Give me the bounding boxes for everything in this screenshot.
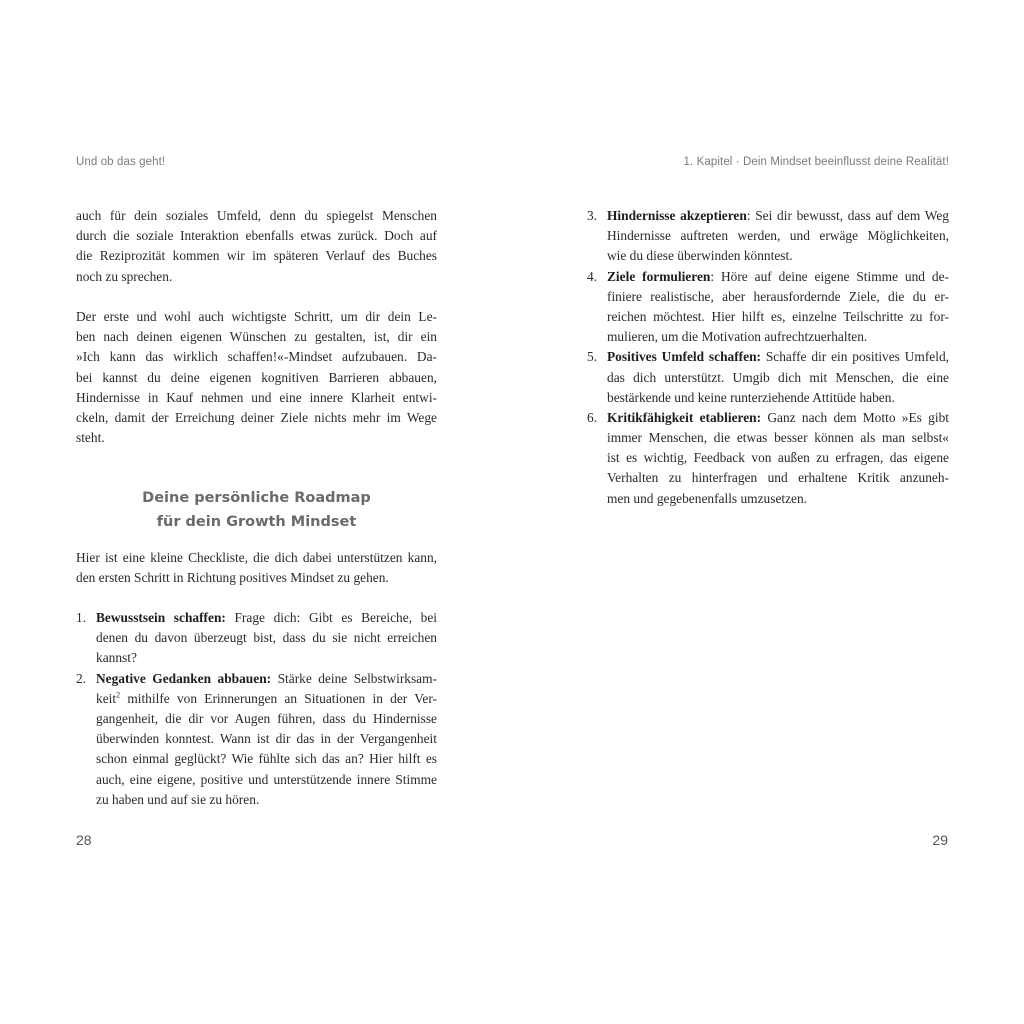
footnote-marker: 2 [116,690,121,700]
list-number: 2. [76,670,87,686]
list-item-label: Bewusstsein schaffen: [96,610,226,625]
heading-line: für dein Growth Mindset [156,514,357,530]
list-item-label: Ziele formulieren [607,268,711,284]
text-line: den ersten Schritt in Richtung positives Mindset zu gehen. [76,570,389,586]
text-line: finiere realistische, aber herausfordernde Ziele, die du er- [607,288,949,304]
list-item [587,408,949,509]
text-line: durch die soziale Interaktion ebenfalls etwas zurück. Doch auf [76,228,437,244]
list-item [76,669,437,810]
text-line: immer Menschen, die etwas besser können als man selbst« [607,430,949,446]
list-item [587,347,949,408]
text-line: denen du davon überzeugt bist, dass du sie nicht erreichen [96,630,437,646]
intro-paragraph [76,548,437,588]
list-item-label: Negative Gedanken abbauen: [96,670,272,686]
list-number: 3. [587,208,598,223]
text-line: gangenheit, die dir vor Augen führen, dass du Hindernisse [96,710,437,726]
text-line: die Reziprozität kommen wir im späteren Verlauf des Buches [76,248,437,264]
text-line: Frage dich: Gibt es Bereiche, bei [234,610,438,625]
text-line: bei kannst du deine eigenen kognitiven Barrieren abbauen, [76,369,437,385]
text-line: Verhalten zu hinterfragen und erhaltene Kritik anzuneh- [607,470,949,486]
list-item [76,608,437,669]
text-line: ben nach deinen eigenen Wünschen zu gestalten, ist, dir ein [76,329,437,345]
running-head-left: Und ob das geht! [76,156,166,168]
text-line: reichen möchtest. Hier hilft es, einzelne Teilschritte zu for- [607,308,949,324]
text-line: bestärkende und keine runterziehende Attitüde haben. [607,389,895,405]
checklist-left [76,608,437,810]
text-line: schon einmal geglückt? Wie fühlte sich das an? Hier hilft es [96,751,437,767]
text-line: noch zu sprechen. [76,268,173,284]
text-line: mulieren, um die Motivation aufrechtzuerhalten. [607,329,868,345]
running-head-right: 1. Kapitel · Dein Mindset beeinflusst deine Realität! [683,156,949,168]
list-item-label: Positives Umfeld schaffen: [607,349,761,365]
text-line: das dich unterstützt. Umgib dich mit Menschen, die eine [607,369,949,385]
page-number-left: 28 [76,832,92,848]
paragraph-1 [76,206,437,287]
section-heading [76,486,437,534]
text-line: steht. [76,430,105,446]
list-number: 6. [587,409,598,425]
text-line: Schaffe dir ein positives Umfeld, [761,349,949,365]
text-line: Der erste und wohl auch wichtigste Schritt, um dir dein Le- [76,309,437,324]
text-line: Hindernisse auftreten werden, und erwäge Möglichkeiten, [607,228,949,244]
list-item-label: Hindernisse akzeptieren [607,208,747,223]
text-line: Hindernisse in Kauf nehmen und eine innere Klarheit entwi- [76,389,437,405]
text-line: : Höre auf deine eigene Stimme und de- [710,268,949,284]
list-number: 1. [76,610,87,625]
text-line: ist es wichtig, Feedback von außen zu erfragen, das eigene [607,450,949,466]
text-line: wie du diese überwinden könntest. [607,248,793,264]
text-line: ckeln, damit der Erreichung deiner Ziele nichts mehr im Wege [76,409,437,425]
text-fragment: mithilfe von Erinnerungen an Situationen in der Ver- [120,690,437,706]
text-fragment: keit [96,690,117,706]
text-line: men und gegebenenfalls umzusetzen. [607,490,808,506]
text-line: »Ich kann das wirklich schaffen!«-Mindset aufzubauen. Da- [76,349,437,365]
paragraph-2 [76,307,437,448]
text-line: : Sei dir bewusst, dass auf dem Weg [746,208,949,223]
list-item-label: Kritikfähigkeit etablieren: [607,409,762,425]
list-number: 5. [587,349,598,365]
text-line: zu haben und auf sie zu hören. [96,791,260,807]
heading-line: Deine persönliche Roadmap [142,490,371,506]
text-line: Hier ist eine kleine Checkliste, die dich dabei unterstützen kann, [76,550,437,565]
list-item [587,206,949,267]
page-number-right: 29 [932,832,948,848]
text-line: kannst? [96,650,137,666]
right-page [512,0,1024,1024]
text-line: Stärke deine Selbstwirksam- [277,670,438,686]
list-number: 4. [587,268,598,284]
checklist-right [587,206,949,509]
text-line: auch für dein soziales Umfeld, denn du spiegelst Menschen [76,208,437,223]
text-line: überwinden konntest. Wann ist dir das in der Vergangenheit [96,731,437,747]
list-item [587,267,949,348]
text-line: Ganz nach dem Motto »Es gibt [761,409,949,425]
text-line: auch, eine eigene, positive und unterstützende innere Stimme [96,771,437,787]
